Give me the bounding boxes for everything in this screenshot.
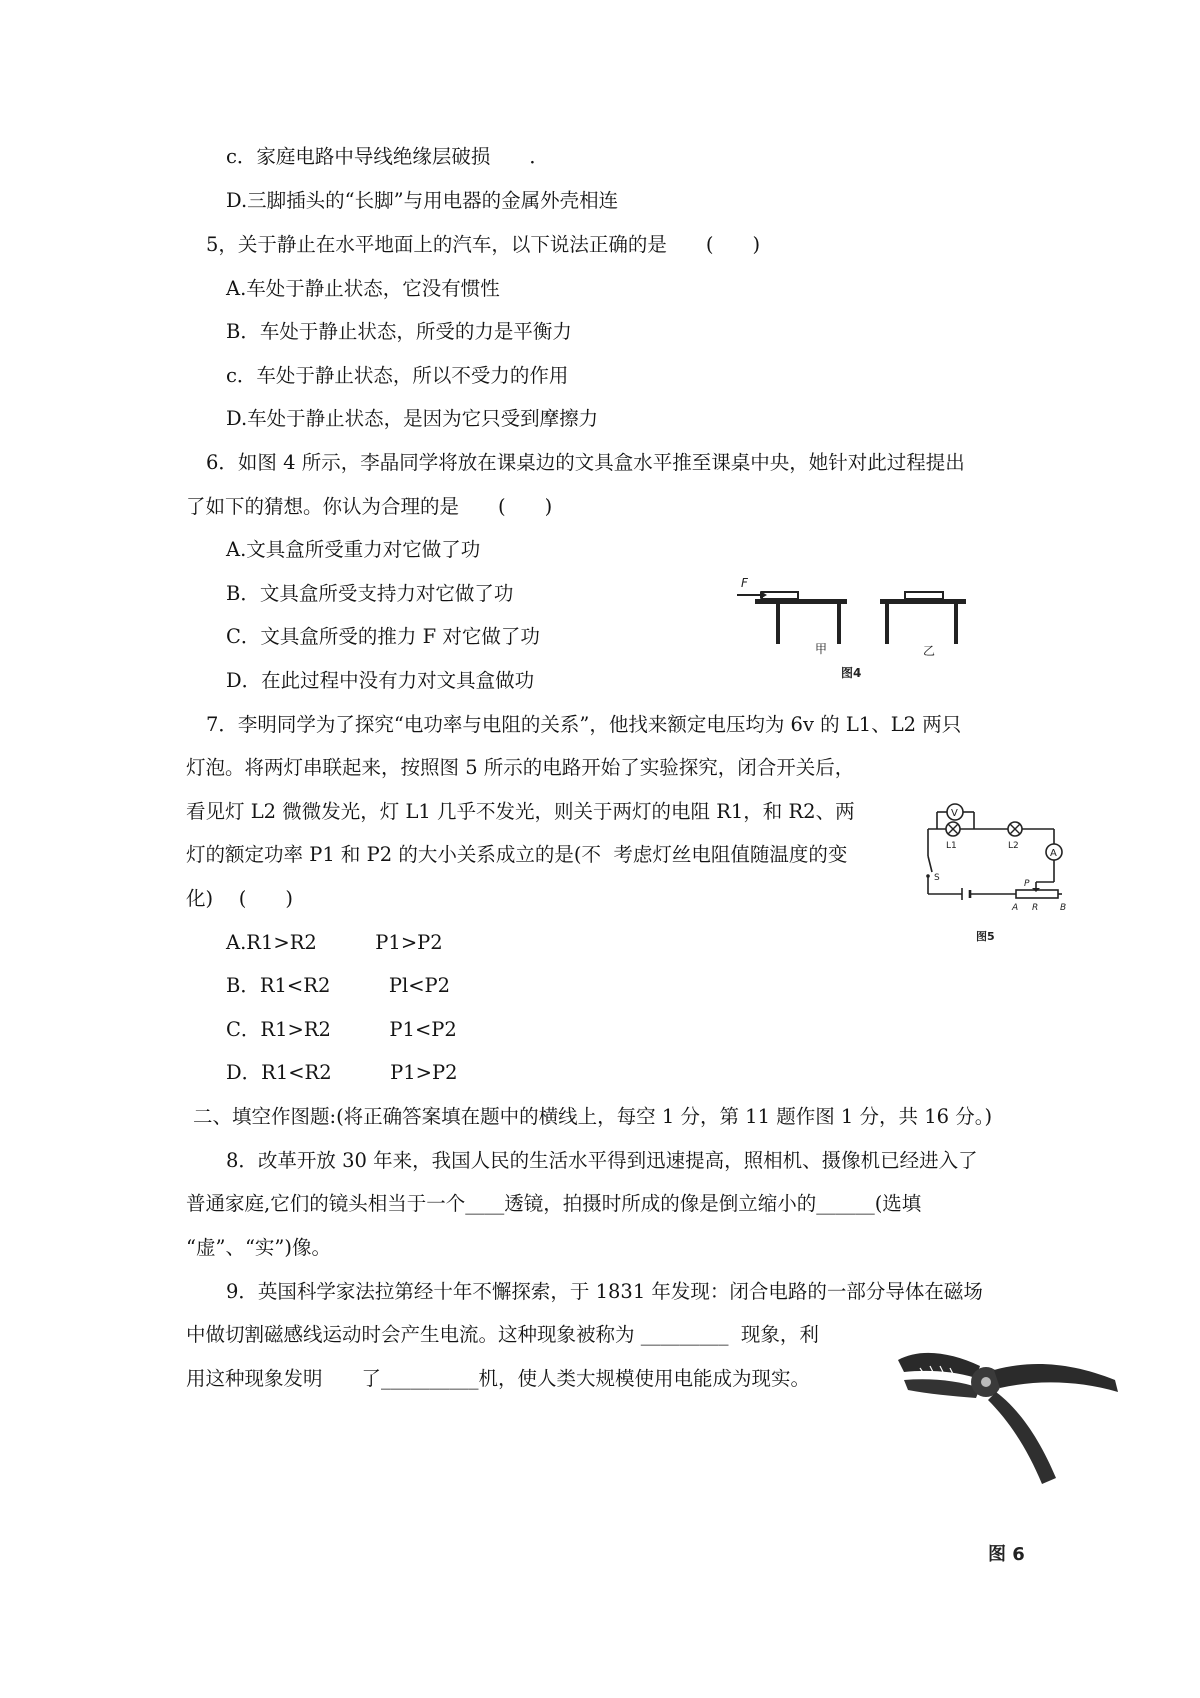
desk-leg-left-1: [776, 604, 780, 644]
q7-stem-line3: 看见灯 L2 微微发光，灯 L1 几乎不发光，则关于两灯的电阻 R1，和 R2、两: [186, 800, 855, 823]
q8-stem-line2: 普通家庭,它们的镜头相当于一个____透镜，拍摄时所成的像是倒立缩小的______(选填: [186, 1192, 922, 1215]
q7-option-c: C．R1>R2 P1<P2: [226, 1018, 457, 1041]
q5-stem: 5，关于静止在水平地面上的汽车，以下说法正确的是 ( ): [206, 233, 761, 256]
q6-option-b: B．文具盒所受支持力对它做了功: [226, 582, 514, 605]
q6-stem-line1: 6．如图 4 所示，李晶同学将放在课桌边的文具盒水平推至课桌中央，她针对此过程提出: [206, 451, 965, 474]
q7-stem-line2: 灯泡。将两灯串联起来，按照图 5 所示的电路开始了实验探究，闭合开关后，: [186, 756, 855, 779]
q7-option-d: D．R1<R2 P1>P2: [226, 1061, 458, 1084]
q9-stem-line2: 中做切割磁感线运动时会产生电流。这种现象被称为 _________ 现象，利: [186, 1323, 819, 1346]
q6-option-d: D．在此过程中没有力对文具盒做功: [226, 669, 535, 692]
lamp-l1-label: L1: [946, 841, 957, 851]
q9-stem-line1: 9．英国科学家法拉第经十年不懈探索，于 1831 年发现：闭合电路的一部分导体在磁场: [226, 1280, 983, 1303]
q5-option-c: c．车处于静止状态，所以不受力的作用: [226, 364, 569, 387]
q6-stem-line2: 了如下的猜想。你认为合理的是 ( ): [186, 495, 553, 518]
slider-label: P: [1024, 879, 1030, 889]
rheostat-icon: [1016, 890, 1058, 898]
q8-stem-line3: “虚”、“实”)像。: [186, 1236, 331, 1259]
label-yi: 乙: [923, 644, 936, 658]
desk-diagram: [735, 573, 975, 683]
q7-option-b: B．R1<R2 Pl<P2: [226, 974, 451, 997]
figure-6: [890, 1330, 1130, 1570]
q5-option-b: B．车处于静止状态，所受的力是平衡力: [226, 320, 572, 343]
q5-option-a: A.车处于静止状态，它没有惯性: [226, 277, 500, 300]
q7-stem-line5: 化) ( ): [186, 887, 294, 910]
q7-stem-line4: 灯的额定功率 P1 和 P2 的大小关系成立的是(不 考虑灯丝电阻值随温度的变: [186, 843, 848, 866]
rheostat-b-label: B: [1060, 903, 1067, 913]
switch-label: S: [934, 873, 940, 883]
desk-leg-right-2: [954, 604, 958, 644]
label-jia: 甲: [815, 642, 828, 656]
force-label: F: [741, 576, 748, 590]
q4-option-c: c．家庭电路中导线绝缘层破损 ．: [226, 145, 549, 168]
figure-6-caption: 图 6: [988, 1544, 1025, 1565]
lamp-l2-label: L2: [1008, 841, 1019, 851]
circuit-diagram: [918, 798, 1078, 1018]
q7-option-a: A.R1>R2 P1>P2: [226, 931, 443, 954]
figure-5-caption: 图5: [976, 930, 995, 943]
ammeter-label: A: [1050, 848, 1057, 859]
q4-option-d: D.三脚插头的“长脚”与用电器的金属外壳相连: [226, 189, 619, 212]
desk-leg-left-2: [837, 604, 841, 644]
pencil-box-left: [762, 592, 798, 599]
pencil-box-right: [905, 592, 943, 599]
q6-option-c: C．文具盒所受的推力 F 对它做了功: [226, 625, 540, 648]
figure-4: [735, 573, 975, 683]
q5-option-d: D.车处于静止状态，是因为它只受到摩擦力: [226, 407, 599, 430]
q7-stem-line1: 7．李明同学为了探究“电功率与电阻的关系”，他找来额定电压均为 6v 的 L1、L2 两只: [206, 713, 962, 736]
q8-stem-line1: 8．改革开放 30 年来，我国人民的生活水平得到迅速提高，照相机、摄像机已经进入了: [226, 1149, 978, 1172]
voltmeter-label: V: [951, 808, 958, 819]
desk-leg-right-1: [885, 604, 889, 644]
rheostat-r-label: R: [1032, 903, 1039, 913]
q6-option-a: A.文具盒所受重力对它做了功: [226, 538, 481, 561]
q9-stem-line3: 用这种现象发明 了__________机，使人类大规模使用电能成为现实。: [186, 1367, 811, 1390]
rheostat-a-label: A: [1012, 903, 1019, 913]
section-2-heading: 二、填空作图题:(将正确答案填在题中的横线上，每空 1 分，第 11 题作图 1 分，共 16 分。): [193, 1105, 993, 1128]
figure-4-caption: 图4: [841, 666, 862, 680]
pliers-icon: [890, 1330, 1130, 1570]
figure-5: [918, 798, 1078, 1018]
